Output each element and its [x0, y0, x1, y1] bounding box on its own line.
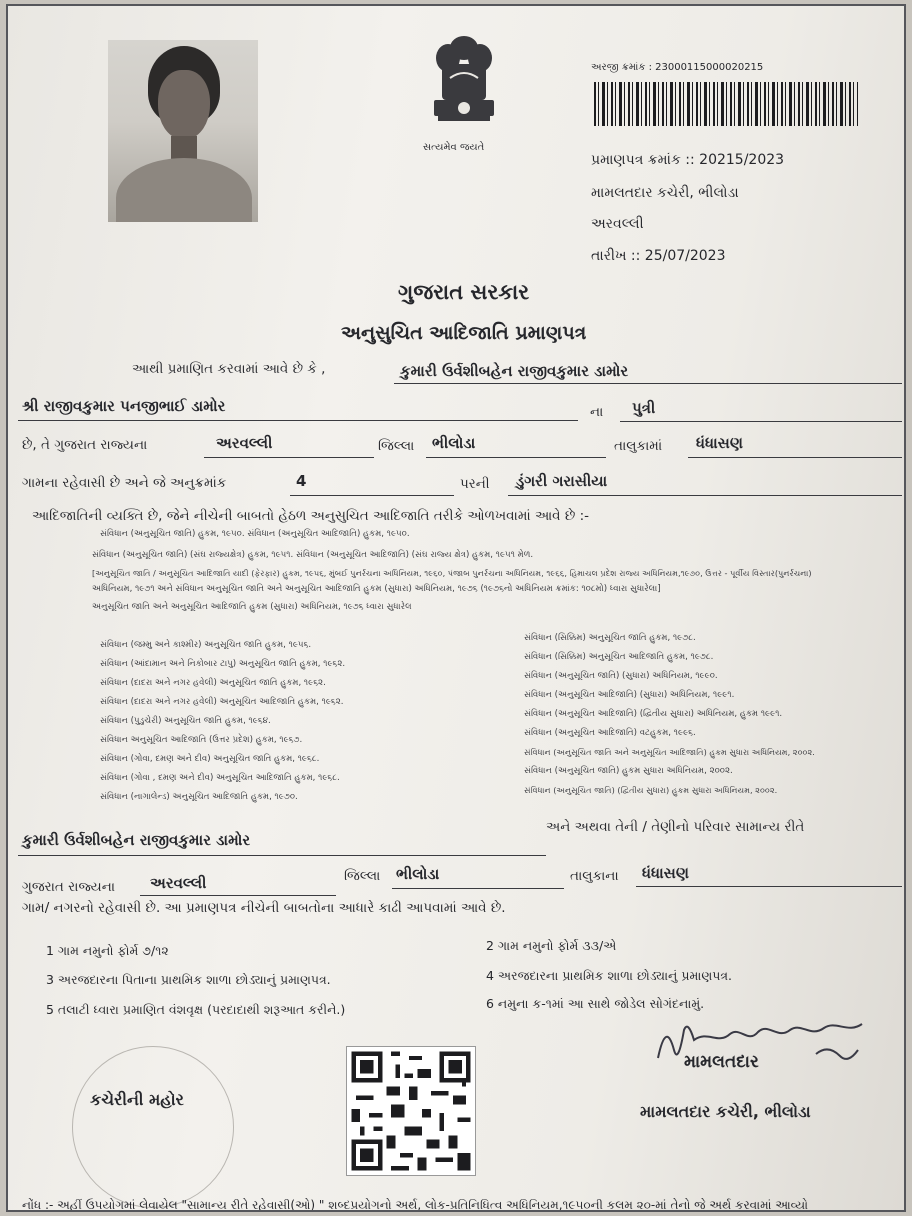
- national-emblem-icon: [420, 28, 508, 148]
- relation: પુત્રી: [632, 399, 656, 417]
- family-text: અને અથવા તેની / તેણીનો પરિવાર સામાન્ય રીતે: [546, 819, 805, 835]
- act-left: સંવિધાન (આંદામાન અને નિકોબાર ટાપુ) અનુસૂચિત જાતિ હુકમ, ૧૯૬૨.: [100, 659, 346, 669]
- taluka-value: ધંધાસણ: [642, 864, 689, 882]
- act-line: સંવિધાન (અનુસૂચિત જાતિ) હુકમ, ૧૯૫૦. સંવિધાન (અનુસૂચિત આદિજાતિ) હુકમ, ૧૯૫૦.: [100, 529, 410, 539]
- act-left: સંવિધાન (દાદરા અને નગર હવેલી) અનુસૂચિત આદિજાતિ હુકમ, ૧૯૬૨.: [100, 697, 344, 707]
- act-left: સંવિધાન (જમ્મુ અને કાશ્મીર) અનુસૂચિત જાતિ હુકમ, ૧૯૫૬.: [100, 640, 312, 650]
- issuing-office: મામલતદાર કચેરી, ભીલોડા: [591, 185, 739, 201]
- act-right: સંવિધાન (અનુસૂચિત આદિજાતિ) (સુધારા) અધિનિયમ, ૧૯૯૧.: [524, 690, 735, 700]
- fill-line: [426, 457, 606, 458]
- qr-code: [346, 1046, 476, 1176]
- act-line: અધિનિયમ, ૧૯૭૧ અને સંવિધાન અનુસૂચિત જાતિ અને અનુસૂચિત આદિજાતિ હુકમ (સુધારા) અધિનિયમ, ૧૯૭૬ (૧૯૭૬નો અધિનિયમ ક્રમાંક: ૧૦૮મો) ધ્વારા સુધારેલા]: [92, 584, 661, 594]
- par-text: પરની: [460, 476, 490, 492]
- tribe-name: ડુંગરી ગરાસીયા: [516, 472, 608, 490]
- basis-item: 1 ગામ નમુનો ફોર્મ ૭/૧૨: [46, 943, 169, 958]
- emblem-motto: સત્યમેવ જયતે: [423, 142, 485, 153]
- certify-text: આથી પ્રમાણિત કરવામાં આવે છે કે ,: [132, 361, 326, 377]
- certificate-number: પ્રમાણપત્ર ક્રમાંક :: 20215/2023: [591, 152, 785, 168]
- fill-line: [636, 886, 902, 887]
- office-seal-outline: [72, 1046, 234, 1208]
- act-left: સંવિધાન (પુડુચેરી) અનુસૂચિત જાતિ હુકમ, ૧૯૬૪.: [100, 716, 271, 726]
- act-left: સંવિધાન (ગોવા, દમણ અને દીવ) અનુસૂચિત જાતિ હુકમ, ૧૯૬૮.: [100, 754, 320, 764]
- fill-line: [140, 895, 336, 896]
- act-right: સંવિધાન (અનુસૂચિત જાતિ અને અનુસૂચિત આદિજાતિ) હુકમ સુધારા અધિનિયમ, ૨૦૦૨.: [524, 747, 815, 757]
- signature: [648, 1010, 878, 1070]
- na-text: ના: [590, 404, 604, 420]
- act-right: સંવિધાન (સિક્કિમ) અનુસૂચિત આદિજાતિ હુકમ, ૧૯૭૮.: [524, 652, 714, 662]
- act-right: સંવિધાન (સિક્કિમ) અનુસૂચિત જાતિ હુકમ, ૧૯૭૮.: [524, 633, 696, 643]
- officer-office: મામલતદાર કચેરી, ભીલોડા: [640, 1102, 811, 1121]
- applicant-photo: [108, 40, 258, 222]
- state-text: છે, તે ગુજરાત રાજ્યના: [22, 437, 148, 453]
- act-left: સંવિધાન અનુસૂચિત આદિજાતિ (ઉત્તર પ્રદેશ) હુકમ, ૧૯૬૭.: [100, 735, 303, 745]
- footnote: નોંધ :- અહીં ઉપયોગમાં લેવાયેલ "સામાન્ય રીતે રહેવાસી(ઓ) " શબ્દપ્રયોગનો અર્થ, લોક-પ્રતિનિધિત્વ અધિનિયમ,૧૯૫૦ની કલમ ૨૦-માં તેનો જે અર્થ કરવામાં આવ્યો: [22, 1198, 809, 1212]
- recognition-text: આદિજાતિની વ્યક્તિ છે, જેને નીચેની બાબતો હેઠળ અનુસુચિત આદિજાતિ તરીકે ઓળખવામાં આવે છે :-: [32, 508, 590, 524]
- certificate-title: અનુસુચિત આદિજાતિ પ્રમાણપત્ર: [341, 322, 587, 344]
- father-name: શ્રી રાજીવકુમાર પનજીભાઈ ડામોર: [22, 397, 226, 415]
- fill-line: [392, 888, 564, 889]
- barcode: [594, 82, 858, 126]
- fill-line: [688, 457, 902, 458]
- officer-designation: મામલતદાર: [684, 1052, 759, 1072]
- taluka-text: તાલુકાના: [570, 868, 619, 884]
- applicant-name: કુમારી ઉર્વશીબહેન રાજીવકુમાર ડામોર: [400, 362, 629, 380]
- state-text: ગુજરાત રાજ્યના: [22, 879, 116, 895]
- fill-line: [18, 855, 546, 856]
- basis-item: 2 ગામ નમુનો ફોર્મ ૩૩/એ: [486, 938, 617, 953]
- basis-item: 6 નમુના ક-૧માં આ સાથે જોડેલ સોગંદનામું.: [486, 996, 705, 1011]
- serial-number: 4: [296, 472, 307, 490]
- basis-item: 4 અરજદારના પ્રાથમિક શાળા છોડ્યાનું પ્રમાણપત્ર.: [486, 968, 733, 983]
- act-right: સંવિધાન (અનુસૂચિત જાતિ) (દ્વિતીય સુધારા) હુકમ સુધારા અધિનિયમ, ૨૦૦૨.: [524, 785, 778, 795]
- act-left: સંવિધાન (ગોવા , દમણ અને દીવ) અનુસૂચિત આદિજાતિ હુકમ, ૧૯૬૮.: [100, 773, 340, 783]
- government-title: ગુજરાત સરકાર: [398, 280, 530, 304]
- jilla-value: ભીલોડા: [396, 865, 440, 883]
- jilla-text: જિલ્લા: [378, 438, 415, 454]
- issue-date: તારીખ :: 25/07/2023: [591, 248, 726, 264]
- application-number: અરજી ક્રમાંક : 23000115000020215: [591, 62, 764, 73]
- fill-line: [204, 457, 374, 458]
- act-right: સંવિધાન (અનુસૂચિત જાતિ) (સુધારા) અધિનિયમ, ૧૯૯૦.: [524, 671, 718, 681]
- act-right: સંવિધાન (અનુસૂચિત આદિજાતિ) વટહુકમ, ૧૯૯૬.: [524, 728, 696, 738]
- applicant-name-repeat: કુમારી ઉર્વશીબહેન રાજીવકુમાર ડામોર: [22, 831, 251, 849]
- jilla-value: ભીલોડા: [432, 434, 476, 452]
- basis-intro: ગામ/ નગરનો રહેવાસી છે. આ પ્રમાણપત્ર નીચેની બાબતોના આધારે કાઢી આપવામાં આવે છે.: [22, 900, 506, 916]
- district-value: અરવલ્લી: [150, 874, 207, 892]
- act-line: અનુસૂચિત જાતિ અને અનુસૂચિત આદિજાતિ હુકમ (સુધારા) અધિનિયમ, ૧૯૭૬ ધ્વારા સુધારેલ: [92, 602, 412, 612]
- taluka-value: ધંધાસણ: [696, 434, 743, 452]
- basis-item: 5 તલાટી ધ્વારા પ્રમાણિત વંશવૃક્ષ (પરદાદાથી શરૂઆત કરીને.): [46, 1002, 346, 1017]
- resident-text: ગામના રહેવાસી છે અને જે અનુક્રમાંક: [22, 475, 227, 491]
- act-left: સંવિધાન (દાદરા અને નગર હવેલી) અનુસૂચિત જાતિ હુકમ, ૧૯૬૨.: [100, 678, 326, 688]
- fill-line: [508, 495, 902, 496]
- taluka-text: તાલુકામાં: [614, 438, 663, 454]
- district-value: અરવલ્લી: [216, 434, 273, 452]
- jilla-text: જિલ્લા: [344, 868, 381, 884]
- act-right: સંવિધાન (અનુસૂચિત જાતિ) હુકમ સુધારા અધિનિયમ, ૨૦૦૨.: [524, 766, 733, 776]
- issuing-district: અરવલ્લી: [591, 216, 644, 232]
- basis-item: 3 અરજદારના પિતાના પ્રાથમિક શાળા છોડ્યાનું પ્રમાણપત્ર.: [46, 972, 331, 987]
- act-line: સંવિધાન (અનુસૂચિત જાતિ) (સંઘ રાજ્યક્ષેત્ર) હુકમ, ૧૯૫૧. સંવિધાન (અનુસૂચિત આદિજાતિ) (સંઘ રાજ્ય ક્ષેત્ર) હુકમ, ૧૯૫૧ મેળ.: [92, 550, 534, 560]
- fill-line: [18, 420, 578, 421]
- act-left: સંવિધાન (નાગાલેન્ડ) અનુસૂચિત આદિજાતિ હુકમ, ૧૯૭૦.: [100, 792, 298, 802]
- office-seal-label: કચેરીની મહોર: [90, 1090, 184, 1109]
- fill-line: [290, 495, 454, 496]
- act-line: [અનુસૂચિત જાતિ / અનુસૂચિત આદિજાતિ યાદી (ફેરફાર) હુકમ, ૧૯૫૬, મુંબઈ પુનર્રચના અધિનિયમ, ૧૯૬૦, પંજાબ પુનર્રચના અધિનિયમ, ૧૯૬૬, હિમાચલ પ્રદેશ રાજ્ય અધિનિયમ,૧૯૭૦, ઉત્તર - પૂર્વીય વિસ્તાર(પુનર્રચના): [92, 568, 812, 578]
- fill-line: [620, 421, 902, 422]
- certificate-page: [6, 4, 906, 1212]
- fill-line: [394, 383, 902, 384]
- act-right: સંવિધાન (અનુસૂચિત આદિજાતિ) (દ્વિતીય સુધારા) અધિનિયમ, હુકમ ૧૯૯૧.: [524, 709, 783, 719]
